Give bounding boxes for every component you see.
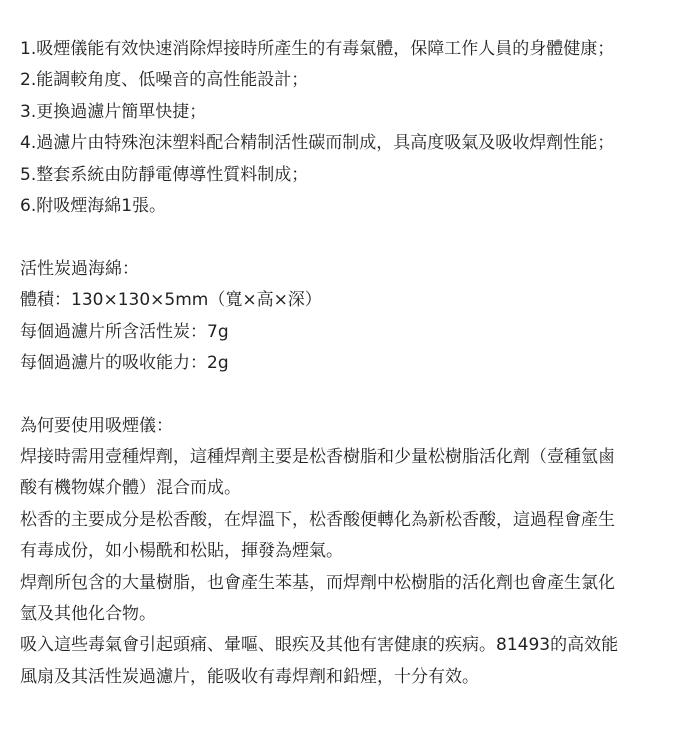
why-line: 焊劑所包含的大量樹脂，也會產生苯基，而焊劑中松樹脂的活化劑也會產生氯化 [20, 572, 615, 593]
why-heading: 為何要使用吸煙儀： [20, 415, 173, 436]
why-line: 吸入這些毒氣會引起頭痛、暈嘔、眼疾及其他有害健康的疾病。81493的高效能 [20, 635, 619, 656]
why-line: 風扇及其活性炭過濾片，能吸收有毒焊劑和鉛煙，十分有效。 [20, 666, 479, 687]
feature-item-4: 4.過濾片由特殊泡沫塑料配合精制活性碳而制成，具高度吸氣及吸收焊劑性能； [20, 133, 615, 154]
feature-item-2: 2.能調較角度、低噪音的高性能設計； [20, 70, 309, 91]
feature-item-6: 6.附吸煙海綿1張。 [20, 195, 167, 216]
sponge-capacity: 每個過濾片的吸收能力：2g [20, 352, 229, 373]
document-body [20, 34, 685, 693]
sponge-carbon: 每個過濾片所含活性炭：7g [20, 321, 229, 342]
spacer [20, 379, 685, 410]
why-line: 松香的主要成分是松香酸，在焊溫下，松香酸便轉化為新松香酸，這過程會產生 [20, 509, 615, 530]
why-line: 酸有機物媒介體）混合而成。 [20, 478, 241, 499]
sponge-heading: 活性炭過海綿： [20, 258, 139, 279]
feature-item-5: 5.整套系統由防靜電傳導性質料制成； [20, 164, 309, 185]
why-line: 有毒成份，如小楊酰和松貼，揮發為煙氣。 [20, 541, 343, 562]
sponge-volume: 體積：130×130×5mm（寬×高×深） [20, 290, 322, 311]
why-line: 氫及其他化合物。 [20, 604, 156, 625]
why-line: 焊接時需用壹種焊劑，這種焊劑主要是松香樹脂和少量松樹脂活化劑（壹種氫鹵 [20, 447, 615, 468]
spacer [20, 222, 685, 253]
feature-item-1: 1.吸煙儀能有效快速消除焊接時所產生的有毒氣體，保障工作人員的身體健康； [20, 39, 615, 59]
feature-item-3: 3.更換過濾片簡單快捷； [20, 101, 207, 122]
